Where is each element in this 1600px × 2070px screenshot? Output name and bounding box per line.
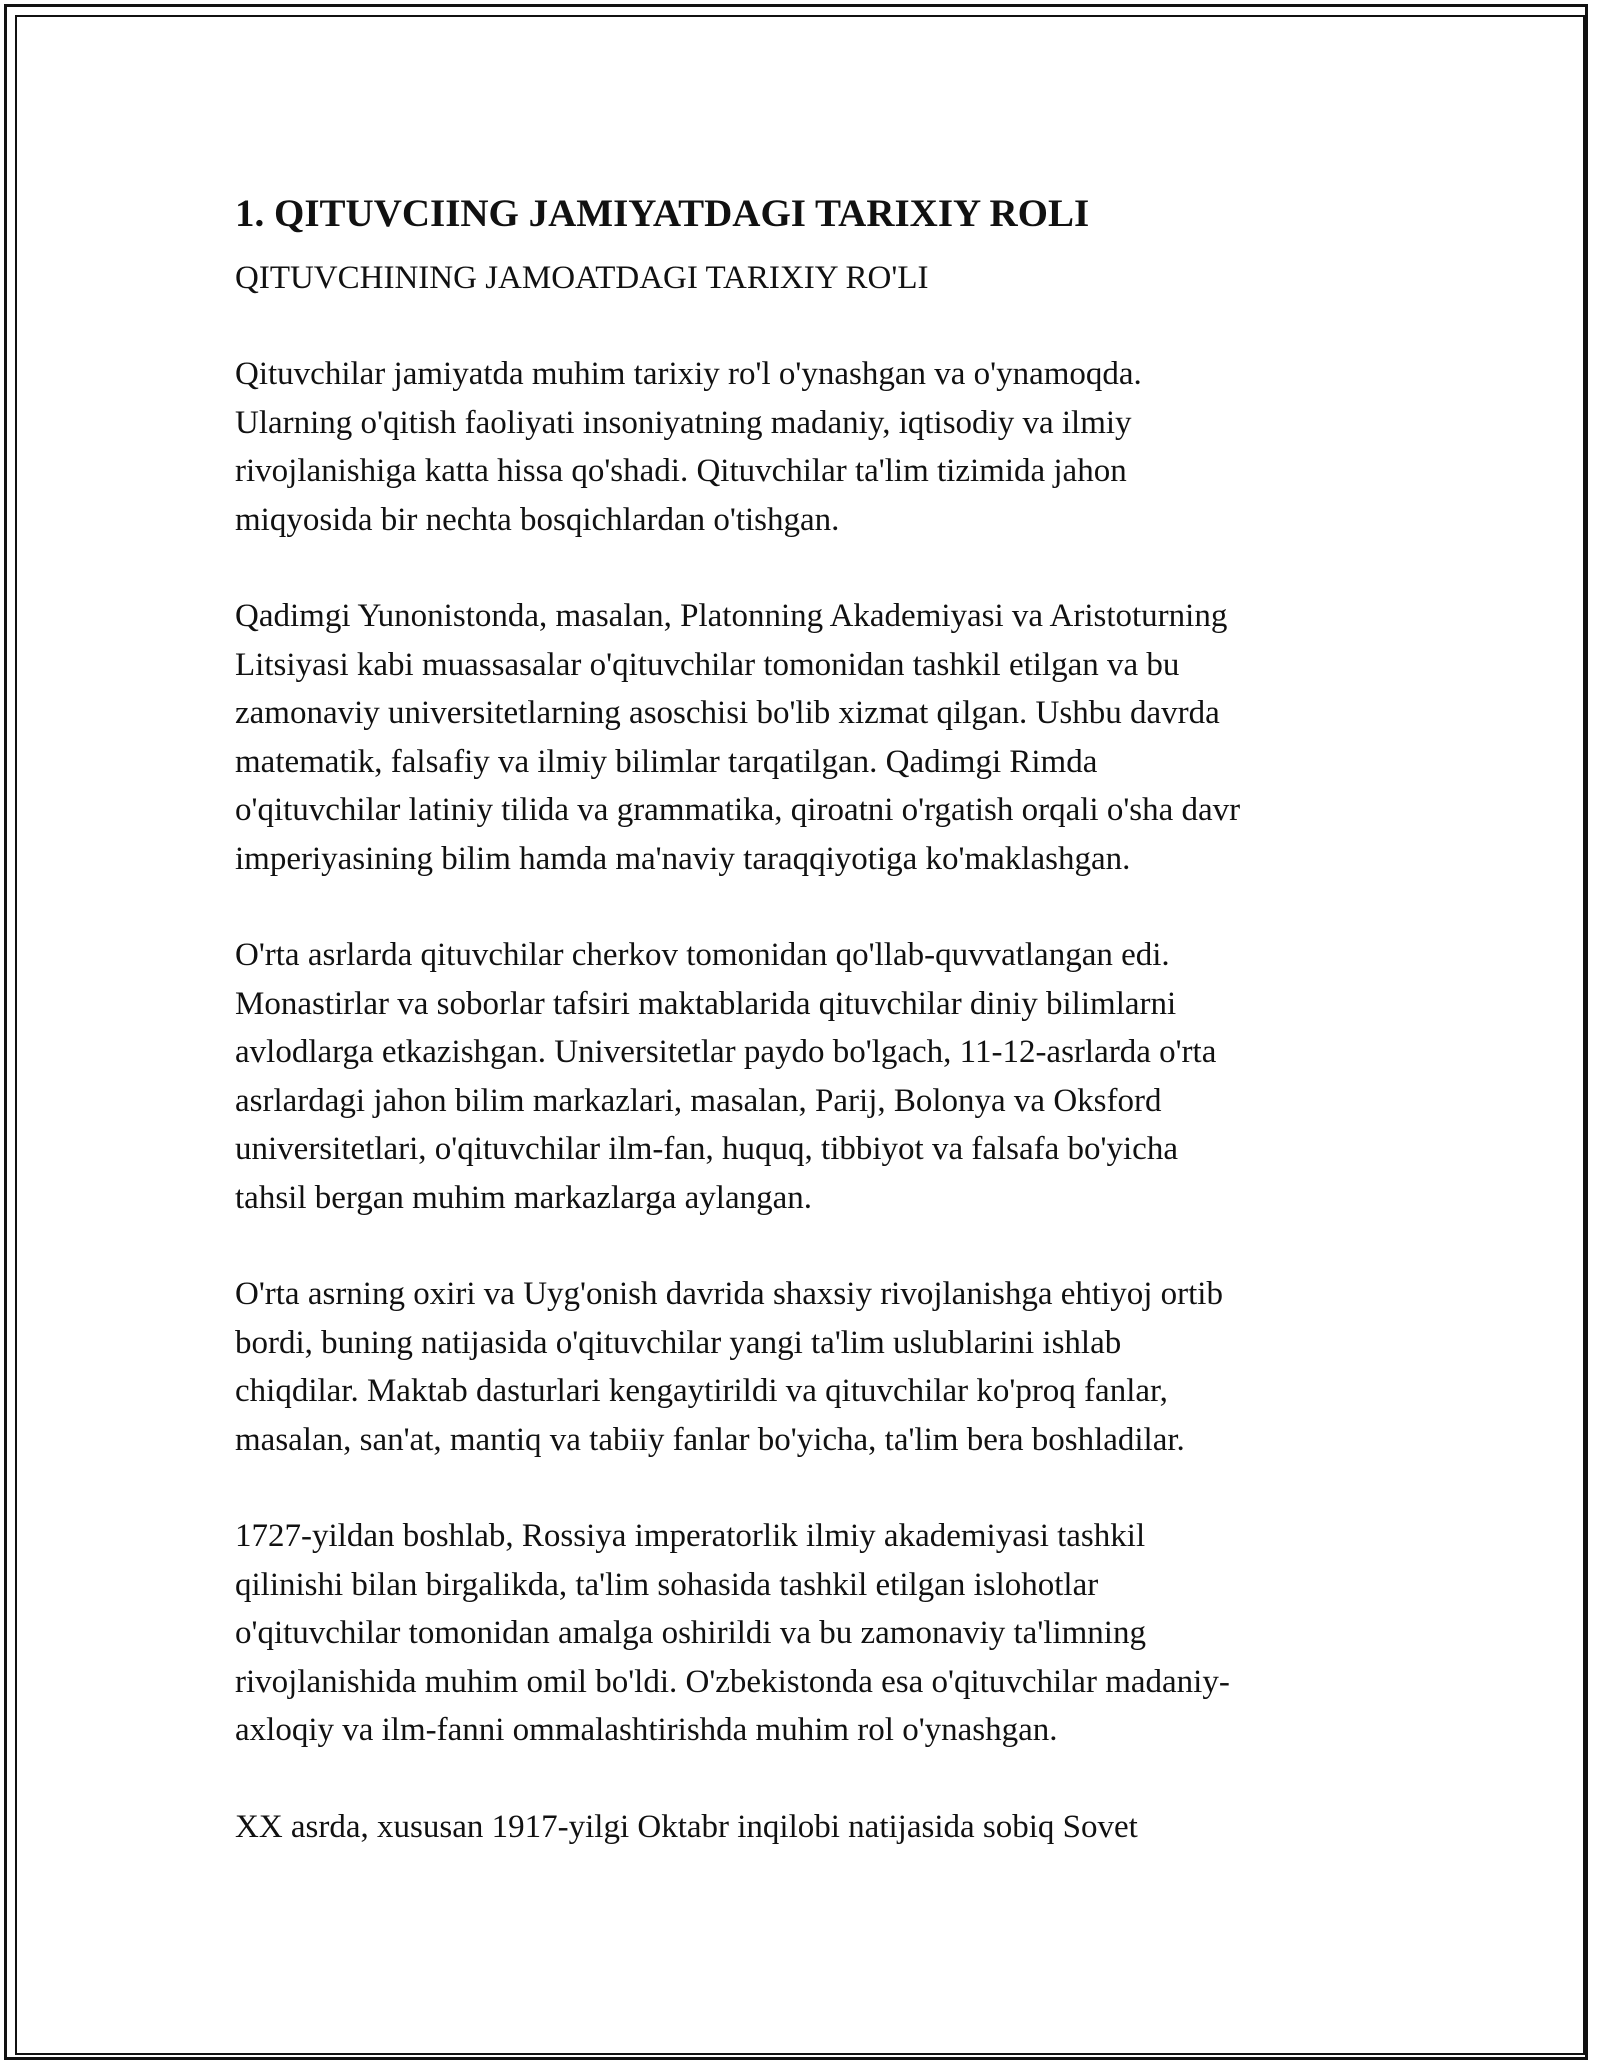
document-subheading: QITUVCHINING JAMOATDAGI TARIXIY RO'LI (235, 260, 929, 296)
paragraph-6: XX asrda, xususan 1917-yilgi Oktabr inqilobi natijasida sobiq Sovet (235, 1808, 1138, 1845)
document-heading: 1. QITUVCIING JAMIYATDAGI TARIXIY ROLI (235, 192, 1090, 235)
paragraph-4: O'rta asrning oxiri va Uyg'onish davrida shaxsiy rivojlanishga ehtiyoj ortib bordi, buning natijasida o'qituvchilar yangi ta'lim uslublarini ishlab chiqdilar. Maktab dasturlari kengaytirildi va qituvchilar ko'proq fanlar, masalan, san'at, mantiq va tabiiy fanlar bo'yicha, ta'lim bera boshladilar. (235, 1276, 1223, 1458)
paragraph-1: Qituvchilar jamiyatda muhim tarixiy ro'l o'ynashgan va o'ynamoqda. Ularning o'qitish faoliyati insoniyatning madaniy, iqtisodiy va ilmiy rivojlanishiga katta hissa qo'shadi. Qituvchilar ta'lim tizimida jahon miqyosida bir nechta bosqichlardan o'tishgan. (235, 356, 1142, 538)
paragraph-5: 1727-yildan boshlab, Rossiya imperatorlik ilmiy akademiyasi tashkil qilinishi bilan birgalikda, ta'lim sohasida tashkil etilgan islohotlar o'qituvchilar tomonidan amalga oshirildi va bu zamonaviy ta'limning rivojlanishida muhim omil bo'ldi. O'zbekistonda esa o'qituvchilar madaniy- axloqiy va ilm-fanni ommalashtirishda muhim rol o'ynashgan. (235, 1518, 1230, 1748)
paragraph-2: Qadimgi Yunonistonda, masalan, Platonning Akademiyasi va Aristoturning Litsiyasi kabi muassasalar o'qituvchilar tomonidan tashkil etilgan va bu zamonaviy universitetlarning asoschisi bo'lib xizmat qilgan. Ushbu davrda matematik, falsafiy va ilmiy bilimlar tarqatilgan. Qadimgi Rimda o'qituvchilar latiniy tilida va grammatika, qiroatni o'rgatish orqali o'sha davr imperiyasining bilim hamda ma'naviy taraqqiyotiga ko'maklashgan. (235, 598, 1241, 877)
document-body (235, 186, 1375, 1851)
paragraph-3: O'rta asrlarda qituvchilar cherkov tomonidan qo'llab-quvvatlangan edi. Monastirlar va soborlar tafsiri maktablarida qituvchilar diniy bilimlarni avlodlarga etkazishgan. Universitetlar paydo bo'lgach, 11-12-asrlarda o'rta asrlardagi jahon bilim markazlari, masalan, Parij, Bolonya va Oksford universitetlari, o'qituvchilar ilm-fan, huquq, tibbiyot va falsafa bo'yicha tahsil bergan muhim markazlarga aylangan. (235, 937, 1217, 1216)
